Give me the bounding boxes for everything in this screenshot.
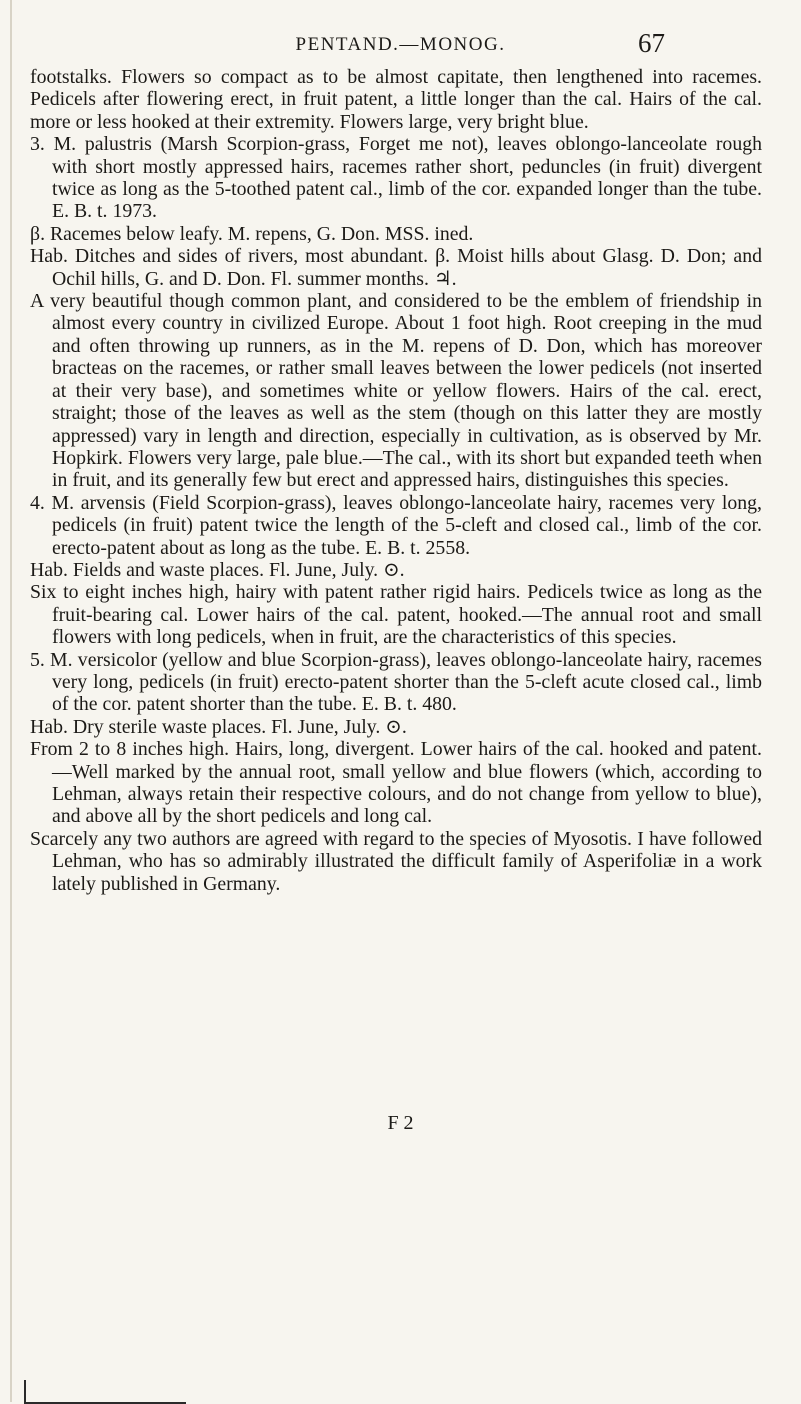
page-corner-rule xyxy=(24,1380,186,1404)
note-myosotis: Scarcely any two authors are agreed with regard to the species of Myosotis. I have followed Lehman, who has so admirably illustrated the difficult family of Asperifoliæ in a work lately published in Germany. xyxy=(30,827,762,895)
description-versicolor: From 2 to 8 inches high. Hairs, long, divergent. Lower hairs of the cal. hooked and patent.—Well marked by the annual root, small yellow and blue flowers (which, according to Lehman, always retain their respective colours, and do not change from yellow to blue), and above all by the short pedicels and long cal. xyxy=(30,738,762,828)
habitat-versicolor: Hab. Dry sterile waste places. Fl. June, July. ⊙. xyxy=(30,715,407,738)
signature-mark: F 2 xyxy=(387,1112,414,1134)
description-palustris: A very beautiful though common plant, and considered to be the emblem of friendship in almost every country in civilized Europe. About 1 foot high. Root creeping in the mud and often throwing up runners, as in the M. repens of D. Don, which has moreover bracteas on the racemes, or rather small leaves between the lower pedicels (not inserted at their very base), and sometimes white or yellow flowers. Hairs of the cal. erect, straight; those of the leaves as well as the stem (though on this latter they are mostly appressed) vary in length and direction, especially in cultivation, as is observed by Mr. Hopkirk. Flowers very large, pale blue.—The cal., with its short but expanded teeth when in fruit, and its generally few but erect and appressed hairs, distinguishes this species. xyxy=(30,290,762,492)
variety-beta: β. Racemes below leafy. M. repens, G. Don. MSS. ined. xyxy=(30,222,474,245)
description-arvensis: Six to eight inches high, hairy with patent rather rigid hairs. Pedicels twice as long as the fruit-bearing cal. Lower hairs of the cal. patent, hooked.—The annual root and small flowers with long pedicels, when in fruit, are the characteristics of this species. xyxy=(30,581,762,649)
page-header xyxy=(0,28,801,64)
habitat-arvensis: Hab. Fields and waste places. Fl. June, July. ⊙. xyxy=(30,558,405,581)
running-head: PENTAND.—MONOG. xyxy=(295,34,506,55)
species-entry-arvensis: 4. M. arvensis (Field Scorpion-grass), leaves oblongo-lanceolate hairy, racemes very long, pedicels (in fruit) patent twice the length of the 5-cleft and closed cal., limb of the cor. erecto-patent about as long as the tube. E. B. t. 2558. xyxy=(30,491,762,559)
page-number: 67 xyxy=(638,28,665,58)
species-entry-versicolor: 5. M. versicolor (yellow and blue Scorpion-grass), leaves oblongo-lanceolate hairy, racemes very long, pedicels (in fruit) erecto-patent shorter than the 5-cleft acute closed cal., limb of the cor. patent shorter than the tube. E. B. t. 480. xyxy=(30,648,762,716)
habitat-palustris: Hab. Ditches and sides of rivers, most abundant. β. Moist hills about Glasg. D. Don; and Ochil hills, G. and D. Don. Fl. summer months. ♃. xyxy=(30,245,762,290)
species-entry-palustris: 3. M. palustris (Marsh Scorpion-grass, Forget me not), leaves oblongo-lanceolate rough with short mostly appressed hairs, racemes rather short, peduncles (in fruit) divergent twice as long as the 5-toothed patent cal., limb of the cor. expanded longer than the tube. E. B. t. 1973. xyxy=(30,133,762,223)
binding-edge xyxy=(10,0,12,1402)
page-body xyxy=(30,66,762,895)
paragraph-continuation: footstalks. Flowers so compact as to be almost capitate, then lengthened into racemes. Pedicels after flowering erect, in fruit patent, a little longer than the cal. Hairs of the cal. more or less hooked at their extremity. Flowers large, very bright blue. xyxy=(30,66,762,133)
